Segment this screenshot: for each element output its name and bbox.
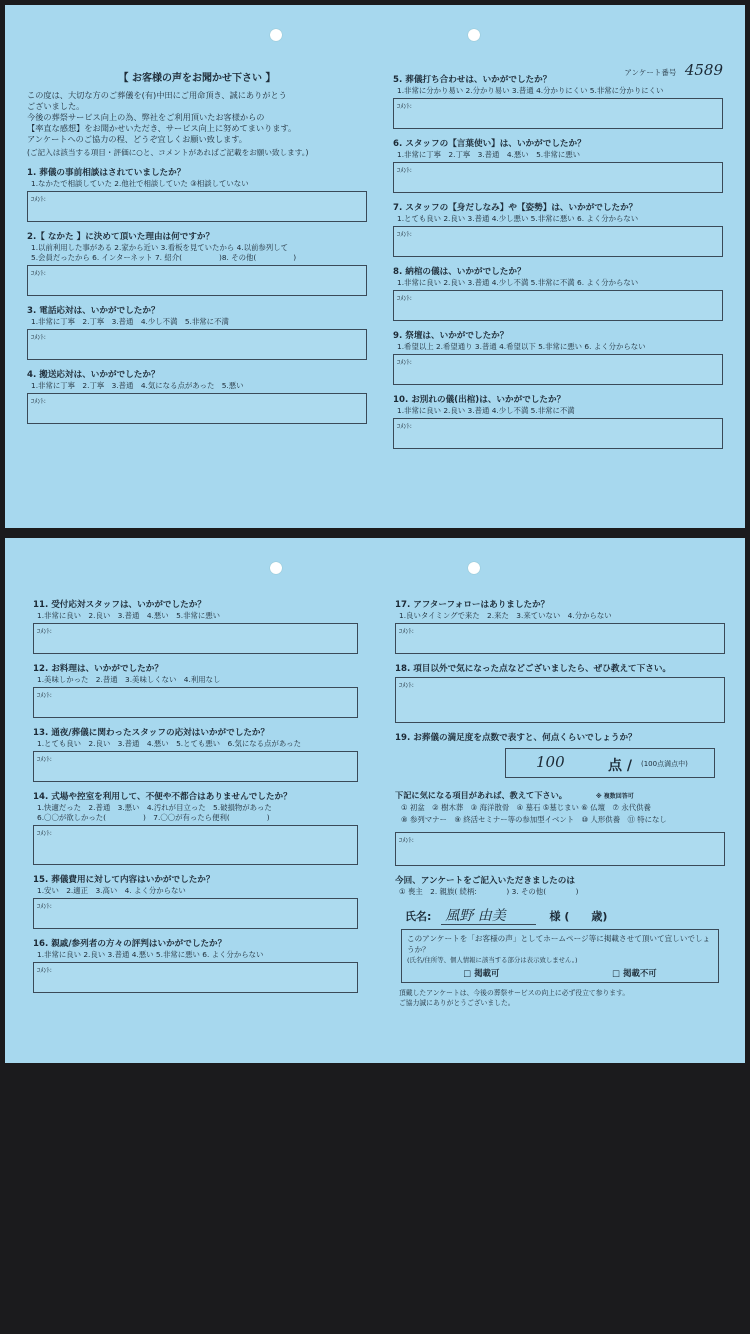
question-block-15 [33, 875, 358, 929]
survey-number-value: 4589 [684, 61, 723, 79]
punch-hole [270, 562, 282, 574]
question-options[interactable]: 1.非常に丁寧 2.丁寧 3.普通 4.気になる点があった 5.悪い [31, 381, 244, 390]
question-block-10 [393, 395, 723, 449]
name-suffix: 様 ( 歳) [549, 910, 608, 923]
comment-label: ｺﾒﾝﾄ: [31, 397, 46, 405]
score-note: (100点満点中) [641, 760, 688, 768]
respondent-block [395, 876, 725, 1008]
comment-box[interactable] [395, 623, 725, 654]
comment-box[interactable] [393, 98, 723, 129]
score-unit: 点 / [608, 758, 632, 774]
comment-box[interactable] [27, 329, 367, 360]
question-title: 10. お別れの儀(出棺)は、いかがでしたか？ [393, 395, 566, 405]
question-options[interactable]: 1.希望以上 2.希望通り 3.普通 4.希望以下 5.非常に悪い 6. よく分からない [397, 342, 646, 351]
comment-label: ｺﾒﾝﾄ: [399, 836, 414, 844]
question-options[interactable]: 1.非常に分かり易い 2.分かり易い 3.普通 4.分かりにくい 5.非常に分かりにくい [397, 86, 664, 95]
question-block-16 [33, 939, 358, 993]
question-block-12 [33, 664, 358, 718]
survey-number-label: アンケート番号 [624, 68, 677, 77]
page1-right-column [393, 75, 723, 449]
comment-box[interactable] [33, 962, 358, 993]
question-title: 17. アフターフォローはありましたか？ [395, 600, 550, 610]
question-block-14 [33, 792, 358, 865]
comment-box[interactable] [27, 393, 367, 424]
question-title: 13. 通夜/葬儀に関わったスタッフの応対はいかがでしたか？ [33, 728, 270, 738]
publish-privacy-note: (氏名/住所等、個人情報に該当する部分は表示致しません。) [407, 956, 578, 964]
question-title: 16. 親戚/参列者の方々の評判はいかがでしたか？ [33, 939, 227, 949]
comment-label: ｺﾒﾝﾄ: [397, 422, 412, 430]
question-options[interactable]: 1.良いタイミングで来た 2.来た 3.来ていない 4.分からない [399, 611, 612, 620]
question-options[interactable]: 1.なかたで相談していた 2.他社で相談していた ③相談していない [31, 179, 249, 188]
comment-label: ｺﾒﾝﾄ: [37, 966, 52, 974]
comment-box[interactable] [395, 677, 725, 723]
comment-box[interactable] [33, 825, 358, 865]
comment-label: ｺﾒﾝﾄ: [397, 294, 412, 302]
question-title: 3. 電話応対は、いかがでしたか？ [27, 306, 160, 316]
comment-label: ｺﾒﾝﾄ: [31, 269, 46, 277]
question-title: 6. スタッフの【言葉使い】は、いかがでしたか？ [393, 139, 586, 149]
question-block-17 [395, 600, 725, 654]
question-options[interactable]: 1.非常に丁寧 2.丁寧 3.普通 4.悪い 5.非常に悪い [397, 150, 581, 159]
question-title: 4. 搬送応対は、いかがでしたか？ [27, 370, 160, 380]
question-title: 2.【 なかた 】に決めて頂いた理由は何ですか？ [27, 232, 215, 242]
question-title: 8. 納棺の儀は、いかがでしたか？ [393, 267, 526, 277]
comment-box[interactable] [393, 418, 723, 449]
question-options[interactable]: 1.美味しかった 2.普通 3.美味しくない 4.利用なし [37, 675, 221, 684]
comment-box[interactable] [395, 832, 725, 866]
question-options[interactable]: 1.とても良い 2.良い 3.普通 4.悪い 5.とても悪い 6.気になる点があった [37, 739, 301, 748]
interest-items-heading: 下記に気になる項目があれば、教えて下さい。 [395, 790, 567, 800]
question-block-11 [33, 600, 358, 654]
comment-label: ｺﾒﾝﾄ: [37, 691, 52, 699]
question-options[interactable]: 1.とても良い 2.良い 3.普通 4.少し悪い 5.非常に悪い 6. よく分からない [397, 214, 639, 223]
question-title: 5. 葬儀打ち合わせは、いかがでしたか？ [393, 75, 552, 85]
question-block-19 [395, 733, 725, 778]
comment-label: ｺﾒﾝﾄ: [397, 358, 412, 366]
question-title: 18. 項目以外で気になった点などございましたら、ぜひ教えて下さい。 [395, 664, 672, 674]
question-options[interactable]: 1.以前利用した事がある 2.家から近い 3.看板を見ていたから 4.以前参列して 5.会員だったから 6. インターネット 7. 紹介( )8. その他( ) [31, 243, 297, 262]
question-options[interactable]: 1.非常に良い 2.良い 3.普通 4.悪い 5.非常に悪い [37, 611, 221, 620]
comment-box[interactable] [393, 290, 723, 321]
comment-box[interactable] [33, 687, 358, 718]
interest-items-note: ※ 複数回答可 [595, 793, 634, 800]
publish-consent-box [401, 929, 719, 983]
survey-intro: この度は、大切な方のご葬儀を(有)中田にご用命頂き、誠にありがとう ございました。 今後の葬祭サービス向上の為、弊社をご利用頂いたお客様からの 【率直な感想】をお聞かせいただき、サービス向上に努めてまいります。 アンケートへのご協力の程、どうぞ宜しくお願い致します。 [27, 90, 297, 144]
page2-right-column [395, 600, 725, 1008]
survey-title: 【 お客様の声をお聞かせ下さい 】 [118, 73, 276, 84]
comment-box[interactable] [27, 191, 367, 222]
publish-denied-checkbox[interactable]: □ 掲載不可 [612, 968, 657, 978]
question-options[interactable]: 1.非常に良い 2.良い 3.普通 4.少し不満 5.非常に不満 [397, 406, 575, 415]
question-block-5 [393, 75, 723, 129]
respondent-options[interactable]: ① 喪主 2. 親族( 続柄: ) 3. その他( ) [399, 887, 579, 896]
question-options[interactable]: 1.安い 2.適正 3.高い 4. よく分からない [37, 886, 186, 895]
question-title: 19. お葬儀の満足度を点数で表すと、何点くらいでしょうか？ [395, 733, 637, 743]
question-block-4 [27, 370, 367, 424]
question-title: 12. お料理は、いかがでしたか？ [33, 664, 163, 674]
score-box[interactable] [505, 748, 715, 778]
question-title: 7. スタッフの【身だしなみ】や【姿勢】は、いかがでしたか？ [393, 203, 638, 213]
question-block-9 [393, 331, 723, 385]
page2-left-column [33, 600, 358, 993]
publish-question: このアンケートを「お客様の声」としてホームページ等に掲載させて頂いて宜しいでしょうか？ [407, 934, 711, 954]
comment-label: ｺﾒﾝﾄ: [37, 627, 52, 635]
comment-label: ｺﾒﾝﾄ: [397, 230, 412, 238]
punch-hole [468, 562, 480, 574]
comment-label: ｺﾒﾝﾄ: [399, 681, 414, 689]
comment-label: ｺﾒﾝﾄ: [397, 166, 412, 174]
comment-box[interactable] [33, 751, 358, 782]
question-block-2 [27, 232, 367, 296]
survey-sheet-page-1 [5, 5, 745, 528]
comment-box[interactable] [393, 162, 723, 193]
respondent-question: 今回、アンケートをご記入いただきましたのは [395, 876, 575, 886]
question-block-8 [393, 267, 723, 321]
page1-left-column [27, 67, 367, 424]
survey-sheet-page-2 [5, 538, 745, 1063]
question-title: 15. 葬儀費用に対して内容はいかがでしたか？ [33, 875, 215, 885]
comment-label: ｺﾒﾝﾄ: [397, 102, 412, 110]
comment-box[interactable] [393, 354, 723, 385]
interest-items-block [395, 790, 725, 866]
interest-items-list[interactable]: ① 初盆 ② 樹木葬 ③ 海洋散骨 ④ 墓石 ⑤墓じまい ⑥ 仏壇 ⑦ 永代供養 ⑧ 参列マナー ⑨ 終活セミナー等の参加型イベント ⑩ 人形供養 ⑪ 特になし [401, 803, 667, 824]
question-title: 9. 祭壇は、いかがでしたか？ [393, 331, 509, 341]
question-block-18 [395, 664, 725, 723]
comment-box[interactable] [393, 226, 723, 257]
question-title: 14. 式場や控室を利用して、不便や不都合はありませんでしたか？ [33, 792, 292, 802]
comment-label: ｺﾒﾝﾄ: [37, 755, 52, 763]
question-options[interactable]: 1.非常に良い 2.良い 3.普通 4.少し不満 5.非常に不満 6. よく分からない [397, 278, 639, 287]
name-label: 氏名: [405, 910, 432, 923]
punch-hole [468, 29, 480, 41]
question-options[interactable]: 1.快適だった 2.普通 3.悪い 4.汚れが目立った 5.破損物があった 6.〇〇が欲しかった( ) 7.〇〇が有ったら便利( ) [37, 803, 272, 822]
score-value: 100 [536, 753, 565, 771]
survey-footer: 頂戴したアンケートは、今後の葬祭サービスの向上に必ず役立て参ります。 ご協力誠にありがとうございました。 [399, 989, 630, 1007]
question-title: 11. 受付応対スタッフは、いかがでしたか？ [33, 600, 206, 610]
question-block-1 [27, 168, 367, 222]
question-block-7 [393, 203, 723, 257]
survey-note: (ご記入は該当する項目・評価に○と、コメントがあればご記載をお願い致します。) [27, 148, 309, 157]
question-block-3 [27, 306, 367, 360]
name-row [395, 905, 725, 925]
comment-box[interactable] [27, 265, 367, 296]
comment-box[interactable] [33, 623, 358, 654]
question-options[interactable]: 1.非常に良い 2.良い 3.普通 4.悪い 5.非常に悪い 6. よく分からない [37, 950, 264, 959]
comment-box[interactable] [33, 898, 358, 929]
comment-label: ｺﾒﾝﾄ: [31, 195, 46, 203]
question-options[interactable]: 1.非常に丁寧 2.丁寧 3.普通 4.少し不満 5.非常に不満 [31, 317, 229, 326]
question-block-6 [393, 139, 723, 193]
question-title: 1. 葬儀の事前相談はされていましたか？ [27, 168, 186, 178]
question-block-13 [33, 728, 358, 782]
punch-hole [270, 29, 282, 41]
comment-label: ｺﾒﾝﾄ: [37, 902, 52, 910]
comment-label: ｺﾒﾝﾄ: [399, 627, 414, 635]
publish-allowed-checkbox[interactable]: □ 掲載可 [463, 968, 500, 978]
name-value[interactable]: 風野 由美 [441, 908, 535, 925]
comment-label: ｺﾒﾝﾄ: [37, 829, 52, 837]
comment-label: ｺﾒﾝﾄ: [31, 333, 46, 341]
